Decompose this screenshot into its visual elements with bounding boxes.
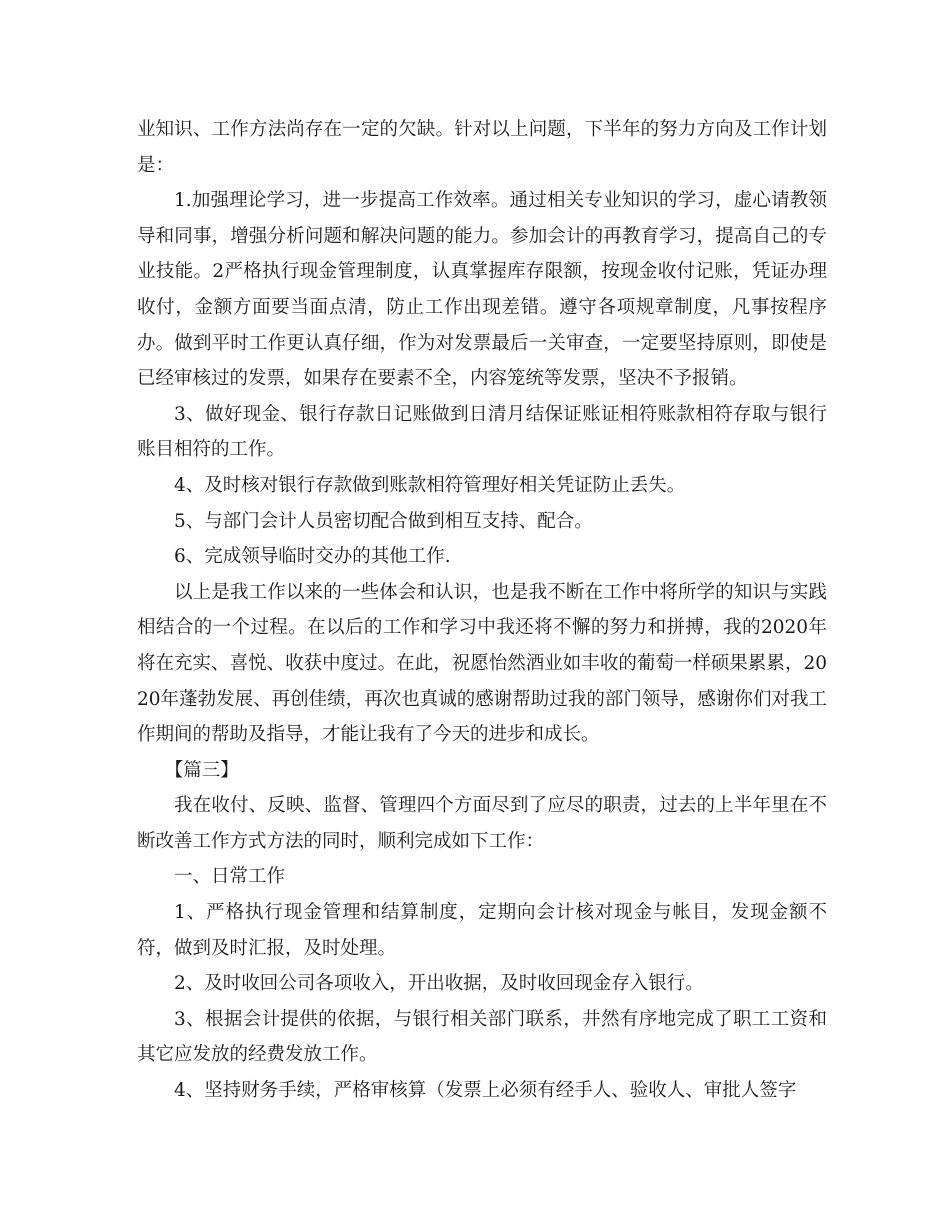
paragraph-daily-3: 3、根据会计提供的依据，与银行相关部门联系，井然有序地完成了职工工资和其它应发放的经费发放工作。 [137, 1008, 827, 1066]
paragraph-conclusion: 以上是我工作以来的一些体会和认识，也是我不断在工作中将所学的知识与实践相结合的一个过程。在以后的工作和学习中我还将不懈的努力和拼搏，我的2020年将在充实、喜悦、收获中度过。在此，祝愿怡然酒业如丰收的葡萄一样硕果累累，2020年蓬勃发展、再创佳绩，再次也真诚的感谢帮助过我的部门领导，感谢你们对我工作期间的帮助及指导，才能让我有了今天的进步和成长。 [137, 581, 827, 746]
paragraph-daily-2: 2、及时收回公司各项收入，开出收据，及时收回现金存入银行。 [174, 973, 704, 995]
section-heading-part-three: 【篇三】 [164, 759, 239, 781]
paragraph-intro: 我在收付、反映、监督、管理四个方面尽到了应尽的职责，过去的上半年里在不断改善工作方式方法的同时，顺利完成如下工作： [137, 795, 827, 852]
paragraph-daily-1: 1、严格执行现金管理和结算制度，定期向会计核对现金与帐目，发现金额不符，做到及时汇报，及时处理。 [137, 902, 827, 959]
document-body [137, 112, 827, 1109]
paragraph-item-6: 6、完成领导临时交办的其他工作. [174, 546, 451, 568]
paragraph-item-1-2: 1.加强理论学习，进一步提高工作效率。通过相关专业知识的学习，虚心请教领导和同事，增强分析问题和解决问题的能力。参加会计的再教育学习，提高自己的专业技能。2严格执行现金管理制度，认真掌握库存限额，按现金收付记账，凭证办理收付，金额方面要当面点清，防止工作出现差错。遵守各项规章制度，凡事按程序办。做到平时工作更认真仔细，作为对发票最后一关审查，一定要坚持原则，即使是已经审核过的发票，如果存在要素不全，内容笼统等发票，坚决不予报销。 [137, 190, 827, 390]
paragraph-item-3: 3、做好现金、银行存款日记账做到日清月结保证账证相符账款相符存取与银行账目相符的工作。 [137, 403, 827, 461]
paragraph-item-4: 4、及时核对银行存款做到账款相符管理好相关凭证防止丢失。 [174, 474, 686, 496]
paragraph-item-5: 5、与部门会计人员密切配合做到相互支持、配合。 [174, 510, 593, 532]
paragraph-daily-4: 4、坚持财务手续，严格审核算（发票上必须有经手人、验收人、审批人签字 [174, 1080, 797, 1102]
paragraph-continuation: 业知识、工作方法尚存在一定的欠缺。针对以上问题，下半年的努力方向及工作计划是： [137, 119, 827, 176]
subheading-daily-work: 一、日常工作 [174, 866, 286, 888]
